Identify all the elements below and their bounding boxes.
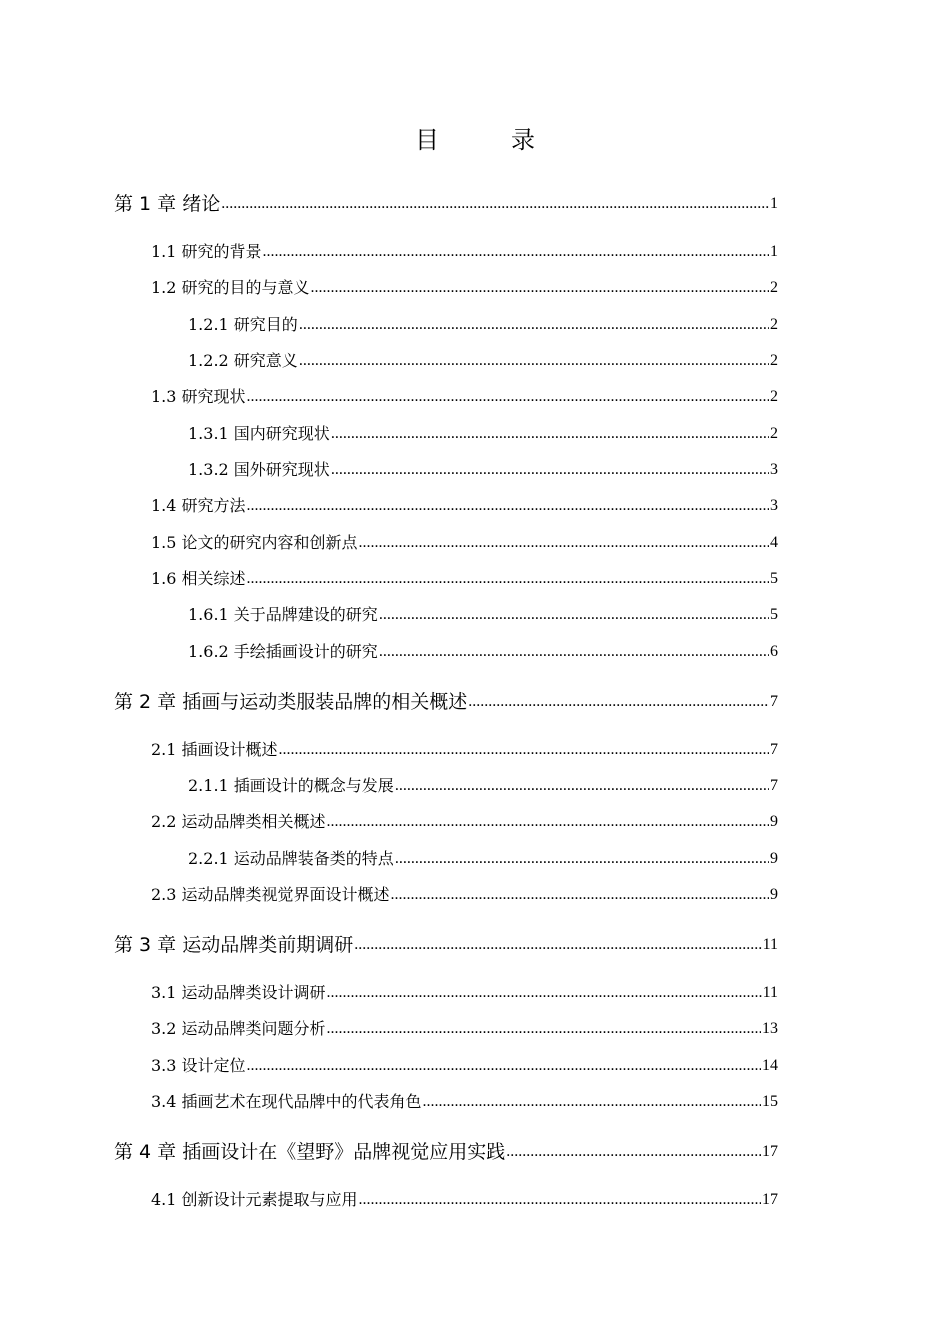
toc-page-number: 9 [770, 886, 778, 903]
dot-leader [395, 775, 769, 797]
dot-leader [468, 689, 769, 715]
toc-entry-label: 1.6 相关综述 [151, 569, 246, 588]
dot-leader [263, 241, 769, 263]
toc-subsection-1-6-1[interactable] [188, 604, 778, 626]
toc-entry-label: 1.3.1 国内研究现状 [188, 424, 330, 443]
toc-page-number: 17 [762, 1143, 778, 1160]
toc-page-number: 2 [770, 279, 778, 296]
dot-leader [379, 604, 769, 626]
toc-page-number: 14 [762, 1057, 778, 1074]
toc-section-2-1[interactable] [151, 739, 778, 761]
dot-leader [331, 459, 769, 481]
toc-entry-label: 1.4 研究方法 [151, 496, 246, 515]
toc-page-number: 3 [770, 461, 778, 478]
dot-leader [327, 811, 769, 833]
toc-entry-label: 1.2.1 研究目的 [188, 315, 298, 334]
dot-leader [327, 982, 762, 1004]
toc-entry-label: 2.2 运动品牌类相关概述 [151, 812, 326, 831]
toc-entry-label: 3.2 运动品牌类问题分析 [151, 1019, 326, 1038]
toc-page-number: 7 [770, 693, 778, 710]
toc-page-number: 11 [762, 936, 778, 953]
toc-entry-label: 1.1 研究的背景 [151, 242, 262, 261]
dot-leader [247, 495, 769, 517]
toc-entry-label: 3.4 插画艺术在现代品牌中的代表角色 [151, 1092, 422, 1111]
toc-entry-label: 3.3 设计定位 [151, 1056, 246, 1075]
toc-section-3-3[interactable] [151, 1055, 778, 1077]
toc-entry-label: 1.2.2 研究意义 [188, 351, 298, 370]
toc-subsection-1-3-2[interactable] [188, 459, 778, 481]
dot-leader [331, 423, 769, 445]
toc-page-number: 1 [770, 243, 778, 260]
toc-page-number: 4 [770, 534, 778, 551]
dot-leader [299, 314, 769, 336]
toc-page-number: 2 [770, 425, 778, 442]
dot-leader [379, 641, 769, 663]
toc-page-number: 1 [770, 195, 778, 212]
toc-entry-label: 第 2 章 插画与运动类服装品牌的相关概述 [114, 691, 468, 713]
toc-section-2-3[interactable] [151, 884, 778, 906]
toc-section-4-1[interactable] [151, 1189, 778, 1211]
dot-leader [311, 277, 769, 299]
dot-leader [391, 884, 769, 906]
toc-entry-label: 2.2.1 运动品牌装备类的特点 [188, 849, 394, 868]
dot-leader [299, 350, 769, 372]
dot-leader [423, 1091, 761, 1113]
toc-page-number: 2 [770, 388, 778, 405]
toc-page-number: 2 [770, 316, 778, 333]
toc-entry-label: 1.3 研究现状 [151, 387, 246, 406]
dot-leader [247, 1055, 761, 1077]
toc-entry-label: 1.6.2 手绘插画设计的研究 [188, 642, 378, 661]
toc-entry-label: 1.5 论文的研究内容和创新点 [151, 533, 358, 552]
dot-leader [395, 848, 769, 870]
dot-leader [506, 1139, 761, 1165]
toc-section-2-2[interactable] [151, 811, 778, 833]
toc-section-3-4[interactable] [151, 1091, 778, 1113]
dot-leader [359, 532, 769, 554]
toc-subsection-1-6-2[interactable] [188, 641, 778, 663]
toc-entry-label: 4.1 创新设计元素提取与应用 [151, 1190, 358, 1209]
toc-subsection-1-2-2[interactable] [188, 350, 778, 372]
toc-chapter-3[interactable] [114, 932, 778, 958]
toc-chapter-2[interactable] [114, 689, 778, 715]
toc-page-number: 6 [770, 643, 778, 660]
toc-page-number: 15 [762, 1093, 778, 1110]
dot-leader [359, 1189, 761, 1211]
toc-section-1-3[interactable] [151, 386, 778, 408]
toc-entry-label: 2.3 运动品牌类视觉界面设计概述 [151, 885, 390, 904]
toc-entry-label: 2.1 插画设计概述 [151, 740, 278, 759]
toc-page-number: 7 [770, 777, 778, 794]
toc-subsection-2-2-1[interactable] [188, 848, 778, 870]
toc-section-3-2[interactable] [151, 1018, 778, 1040]
toc-section-1-4[interactable] [151, 495, 778, 517]
toc-page-number: 2 [770, 352, 778, 369]
toc-page-number: 11 [762, 984, 778, 1001]
toc-page-number: 13 [762, 1020, 778, 1037]
toc-entry-label: 第 4 章 插画设计在《望野》品牌视觉应用实践 [114, 1141, 506, 1163]
toc-chapter-4[interactable] [114, 1139, 778, 1165]
dot-leader [279, 739, 769, 761]
dot-leader [327, 1018, 761, 1040]
toc-chapter-1[interactable] [114, 191, 778, 217]
toc-subsection-1-3-1[interactable] [188, 423, 778, 445]
toc-page-number: 5 [770, 570, 778, 587]
dot-leader [247, 568, 769, 590]
dot-leader [354, 932, 761, 958]
toc-title: 目 录 [415, 126, 559, 154]
toc-section-1-1[interactable] [151, 241, 778, 263]
toc-page-number: 3 [770, 497, 778, 514]
dot-leader [247, 386, 769, 408]
toc-section-1-2[interactable] [151, 277, 778, 299]
dot-leader [221, 191, 769, 217]
toc-page-number: 5 [770, 606, 778, 623]
toc-page-number: 9 [770, 813, 778, 830]
toc-subsection-2-1-1[interactable] [188, 775, 778, 797]
toc-entry-label: 第 1 章 绪论 [114, 193, 221, 215]
toc-page-number: 9 [770, 850, 778, 867]
toc-section-3-1[interactable] [151, 982, 778, 1004]
toc-entry-label: 第 3 章 运动品牌类前期调研 [114, 934, 354, 956]
toc-page-number: 17 [762, 1191, 778, 1208]
toc-entry-label: 3.1 运动品牌类设计调研 [151, 983, 326, 1002]
toc-entry-label: 1.3.2 国外研究现状 [188, 460, 330, 479]
toc-subsection-1-2-1[interactable] [188, 314, 778, 336]
toc-section-1-6[interactable] [151, 568, 778, 590]
toc-entry-label: 1.2 研究的目的与意义 [151, 278, 310, 297]
toc-entry-label: 1.6.1 关于品牌建设的研究 [188, 605, 378, 624]
toc-section-1-5[interactable] [151, 532, 778, 554]
toc-page-number: 7 [770, 741, 778, 758]
toc-entry-label: 2.1.1 插画设计的概念与发展 [188, 776, 394, 795]
